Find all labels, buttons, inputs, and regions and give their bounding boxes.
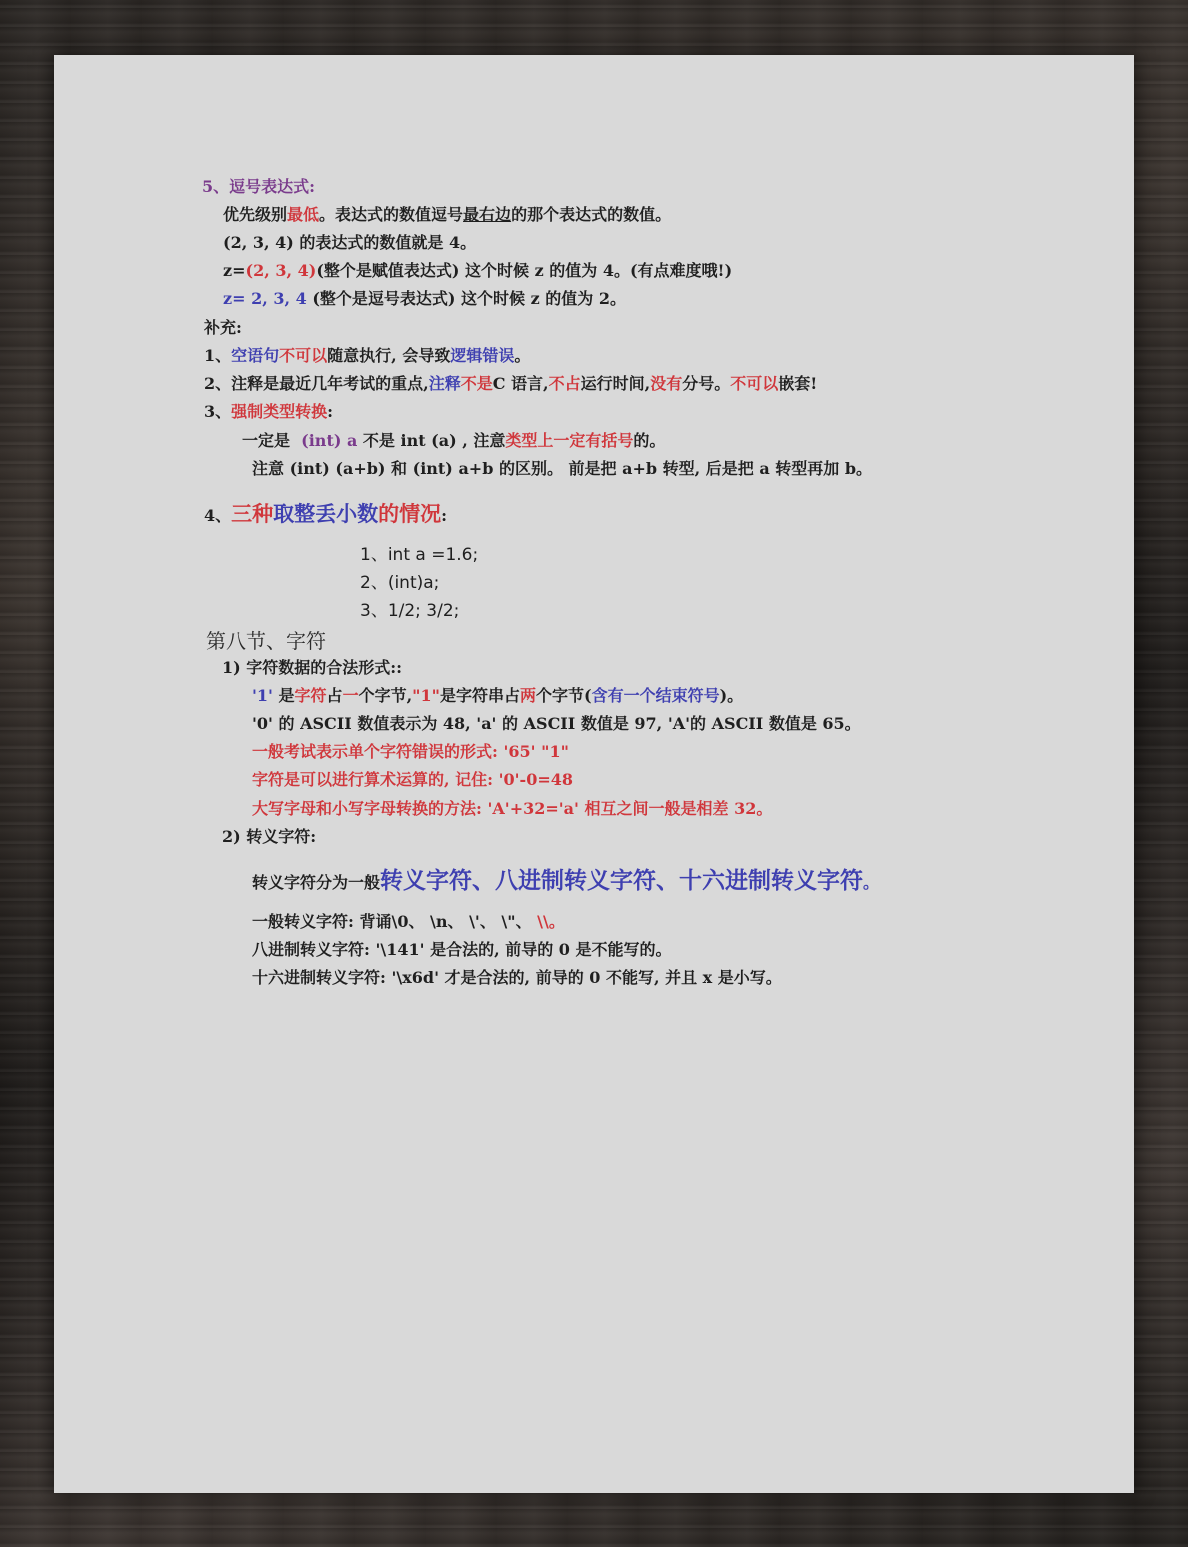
text: C 语言, bbox=[492, 374, 549, 393]
text: )。 bbox=[719, 686, 744, 705]
text: 3、 bbox=[204, 402, 232, 421]
text: 一般转义字符: 背诵\0、 \n、 \'、 \"、 bbox=[252, 912, 538, 931]
s8-part-1-title: 1) 字符数据的合法形式:: bbox=[222, 658, 403, 677]
supplement-item-3 bbox=[204, 401, 333, 423]
text: 优先级别 bbox=[223, 205, 288, 224]
underlined-rightmost: 最右边 bbox=[463, 205, 512, 224]
highlight-cast: (int) a bbox=[301, 431, 358, 450]
highlight-comma-expr: z= 2, 3, 4 bbox=[223, 289, 307, 308]
s5-line-2: (2, 3, 4) 的表达式的数值就是 4。 bbox=[223, 233, 477, 252]
text: 转义字符分为一般 bbox=[252, 873, 381, 892]
s8-p1-line-1 bbox=[252, 685, 743, 707]
text: 4、 bbox=[204, 506, 232, 525]
text: (整个是赋值表达式) 这个时候 z 的值为 4。(有点难度哦!) bbox=[316, 261, 733, 280]
s8-p1-line-3: 一般考试表示单个字符错误的形式: '65' "1" bbox=[252, 742, 569, 761]
s8-p1-line-2: '0' 的 ASCII 数值表示为 48, 'a' 的 ASCII 数值是 97, 'A'的 ASCII 数值是 65。 bbox=[252, 714, 861, 733]
highlight: 类型上一定有括号 bbox=[505, 431, 634, 450]
highlight: 不占 bbox=[548, 374, 581, 393]
highlight: 不可以 bbox=[279, 346, 328, 365]
supplement-item-1 bbox=[204, 345, 530, 367]
s8-p2-line-3: 八进制转义字符: '\141' 是合法的, 前导的 0 是不能写的。 bbox=[252, 940, 672, 959]
text: z= bbox=[223, 261, 246, 280]
highlight: 三种 bbox=[231, 501, 274, 526]
highlight: 取整丢小数 bbox=[273, 501, 379, 526]
s4-code-3: 3、1/2; 3/2; bbox=[360, 601, 460, 621]
text: 一定是 bbox=[242, 431, 291, 450]
highlight: "1" bbox=[412, 686, 440, 705]
highlight: 强制类型转换 bbox=[231, 402, 328, 421]
supplement-item-3-detail-1 bbox=[242, 430, 665, 452]
text: 是 bbox=[278, 686, 295, 705]
s5-line-1 bbox=[223, 204, 671, 226]
text: 个字节( bbox=[536, 686, 592, 705]
highlight: '1' bbox=[252, 686, 273, 705]
highlight: 两 bbox=[519, 686, 536, 705]
text: 。 bbox=[514, 346, 531, 365]
text: 。表达式的数值逗号 bbox=[319, 205, 464, 224]
text: 。 bbox=[863, 873, 880, 892]
text: 分号。 bbox=[682, 374, 731, 393]
section-4-title bbox=[204, 500, 447, 530]
highlight: \\。 bbox=[537, 912, 565, 931]
text: 的那个表达式的数值。 bbox=[511, 205, 672, 224]
s5-line-3 bbox=[223, 260, 732, 282]
document-content bbox=[54, 55, 1134, 1493]
text: 是字符串占 bbox=[439, 686, 520, 705]
text: : bbox=[327, 402, 334, 421]
text: 个字节, bbox=[358, 686, 413, 705]
paper-sheet bbox=[54, 55, 1134, 1493]
text: 运行时间, bbox=[580, 374, 651, 393]
supplement-title: 补充: bbox=[204, 318, 242, 337]
text: 2、注释是最近几年考试的重点, bbox=[204, 374, 429, 393]
text: 1、 bbox=[204, 346, 232, 365]
highlight: 字符 bbox=[294, 686, 327, 705]
highlight: 空语句 bbox=[231, 346, 280, 365]
highlight: 注释 bbox=[428, 374, 461, 393]
supplement-item-3-detail-2: 注意 (int) (a+b) 和 (int) a+b 的区别。 前是把 a+b 转型, 后是把 a 转型再加 b。 bbox=[252, 459, 873, 478]
text: (整个是逗号表达式) 这个时候 z 的值为 2。 bbox=[312, 289, 626, 308]
supplement-item-2 bbox=[204, 373, 817, 395]
highlight: 逻辑错误 bbox=[450, 346, 515, 365]
highlight: 一 bbox=[342, 686, 359, 705]
highlight: 含有一个结束符号 bbox=[591, 686, 720, 705]
text: : bbox=[441, 506, 448, 525]
section-8-title: 第八节、字符 bbox=[206, 629, 326, 653]
s8-part-2-title: 2) 转义字符: bbox=[222, 827, 317, 846]
highlight: 没有 bbox=[650, 374, 683, 393]
s8-p1-line-4: 字符是可以进行算术运算的, 记住: '0'-0=48 bbox=[252, 770, 573, 789]
s8-p1-line-5: 大写字母和小写字母转换的方法: 'A'+32='a' 相互之间一般是相差 32。 bbox=[252, 799, 773, 818]
highlight: 的情况 bbox=[378, 501, 442, 526]
text: 占 bbox=[326, 686, 343, 705]
s8-p2-line-2 bbox=[252, 911, 565, 933]
highlight: 不可以 bbox=[730, 374, 779, 393]
highlight-expr: (2, 3, 4) bbox=[245, 261, 317, 280]
text: 不是 int (a) , 注意 bbox=[362, 431, 506, 450]
highlight: 不是 bbox=[460, 374, 493, 393]
highlight: 转义字符、八进制转义字符、十六进制转义字符 bbox=[380, 867, 864, 894]
s4-code-1: 1、int a =1.6; bbox=[360, 545, 479, 565]
highlight-lowest: 最低 bbox=[287, 205, 320, 224]
section-5-title: 5、逗号表达式: bbox=[202, 177, 316, 196]
text: 嵌套! bbox=[778, 374, 818, 393]
s5-line-4 bbox=[223, 288, 626, 310]
text: 的。 bbox=[633, 431, 666, 450]
s4-code-2: 2、(int)a; bbox=[360, 573, 440, 593]
s8-p2-line-4: 十六进制转义字符: '\x6d' 才是合法的, 前导的 0 不能写, 并且 x 是小写。 bbox=[252, 968, 782, 987]
text: 随意执行, 会导致 bbox=[327, 346, 451, 365]
s8-p2-line-1 bbox=[252, 866, 879, 898]
